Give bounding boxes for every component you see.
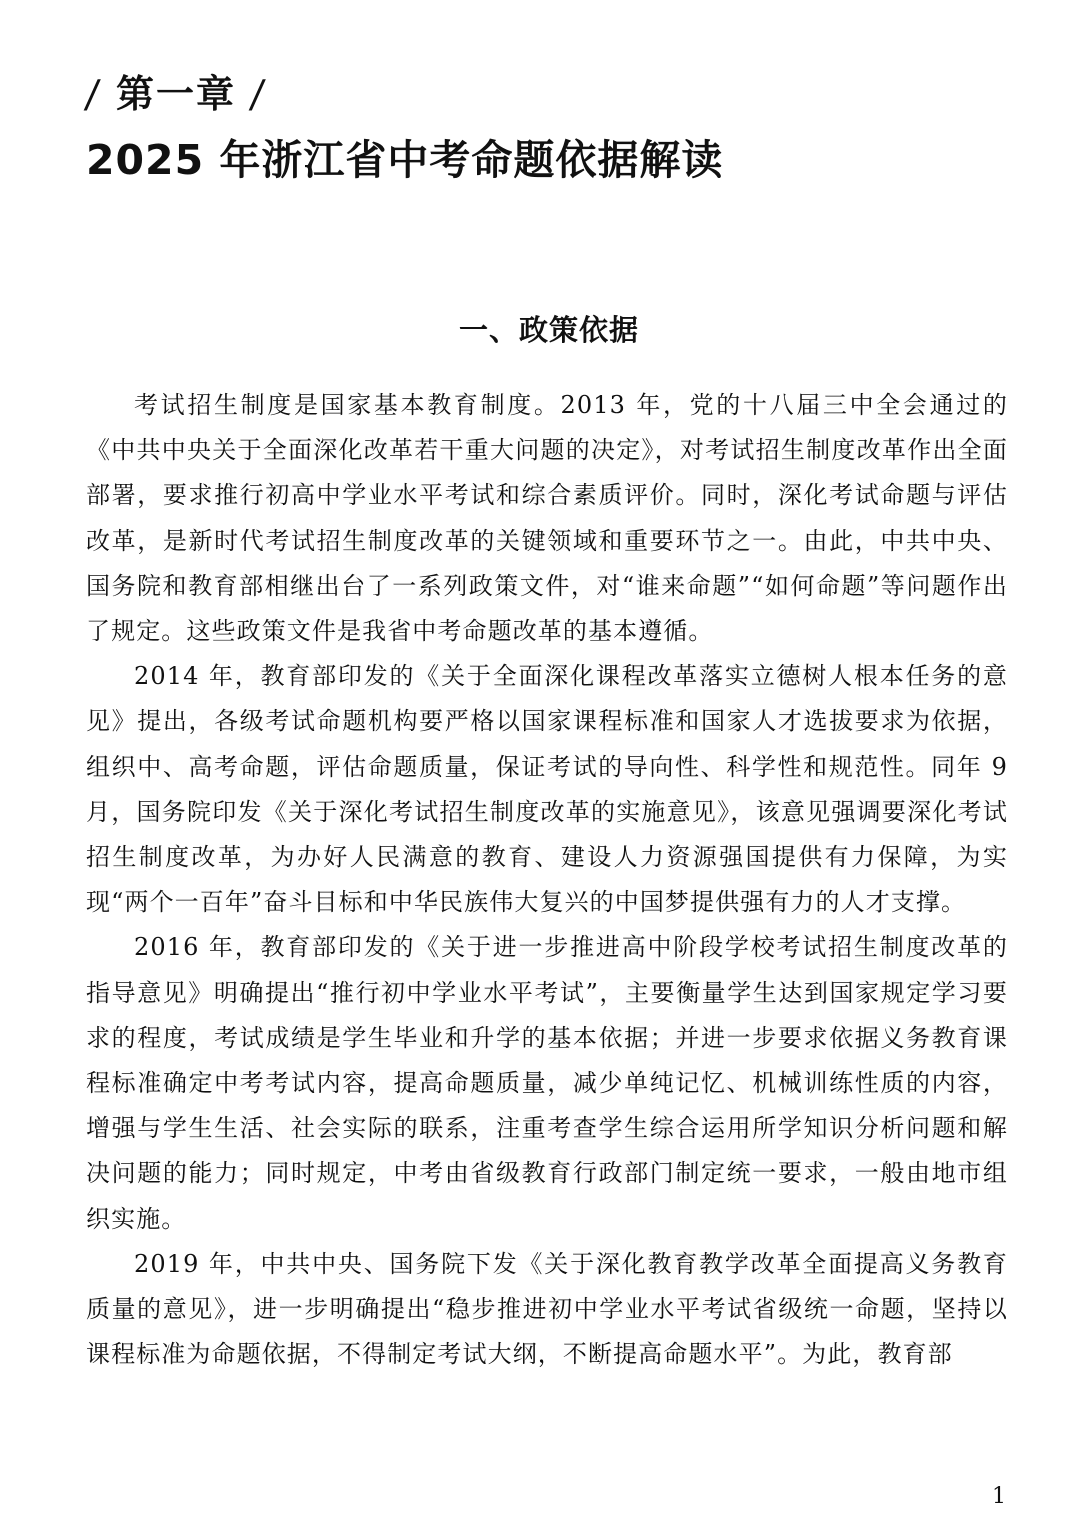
paragraph-3: 2016 年，教育部印发的《关于进一步推进高中阶段学校考试招生制度改革的指导意见》明确提出“推行初中学业水平考试”，主要衡量学生达到国家规定学习要求的程度，考试成绩是学生毕业和升学的基本依据；并进一步要求依据义务教育课程标准确定中考考试内容，提高命题质量，减少单纯记忆、机械训练性质的内容，增强与学生生活、社会实际的联系，注重考查学生综合运用所学知识分析问题和解决问题的能力；同时规定，中考由省级教育行政部门制定统一要求，一般由地市组织实施。 (86, 933, 1008, 1233)
paragraph-2: 2014 年，教育部印发的《关于全面深化课程改革落实立德树人根本任务的意见》提出，各级考试命题机构要严格以国家课程标准和国家人才选拔要求为依据，组织中、高考命题，评估命题质量，保证考试的导向性、科学性和规范性。同年 9 月，国务院印发《关于深化考试招生制度改革的实施意见》，该意见强调要深化考试招生制度改革，为办好人民满意的教育、建设人力资源强国提供有力保障，为实现“两个一百年”奋斗目标和中华民族伟大复兴的中国梦提供强有力的人才支撑。 (86, 662, 1008, 917)
section-title: 一、政策依据 (458, 313, 639, 347)
paragraph-4: 2019 年，中共中央、国务院下发《关于深化教育教学改革全面提高义务教育质量的意见》，进一步明确提出“稳步推进初中学业水平考试省级统一命题，坚持以课程标准为命题依据，不得制定考试大纲，不断提高命题水平”。为此，教育部 (86, 1249, 1008, 1369)
paragraph-1: 考试招生制度是国家基本教育制度。2013 年，党的十八届三中全会通过的《中共中央关于全面深化改革若干重大问题的决定》，对考试招生制度改革作出全面部署，要求推行初高中学业水平考试和综合素质评价。同时，深化考试命题与评估改革，是新时代考试招生制度改革的关键领域和重要环节之一。由此，中共中央、国务院和教育部相继出台了一系列政策文件，对“谁来命题”“如何命题”等问题作出了规定。这些政策文件是我省中考命题改革的基本遵循。 (86, 391, 1008, 646)
slash-right-decoration: / (248, 72, 270, 116)
chapter-label-text: 第一章 (116, 72, 237, 116)
chapter-title: 2025 年浙江省中考命题依据解读 (86, 136, 724, 184)
chapter-label (82, 66, 270, 122)
body-text (86, 383, 1008, 1377)
page-number: 1 (992, 1484, 1006, 1509)
slash-left-decoration: / (82, 72, 104, 116)
